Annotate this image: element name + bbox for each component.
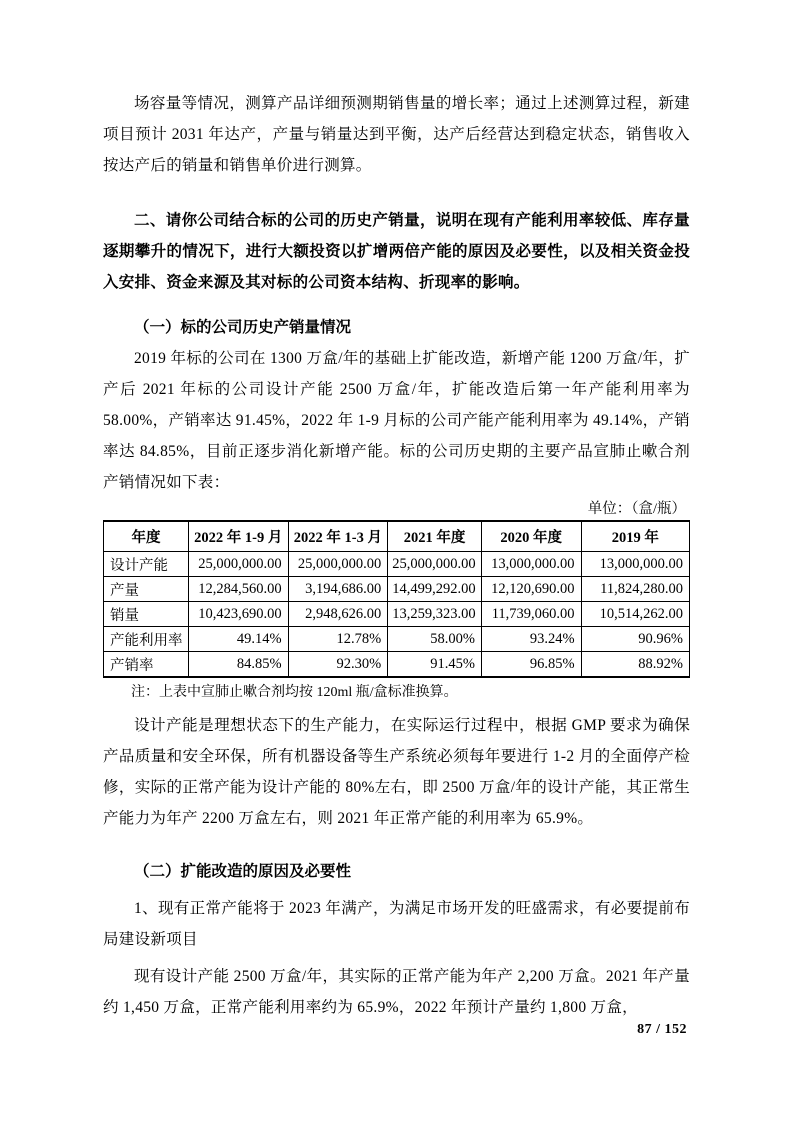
- table-value-cell: 49.14%: [188, 627, 288, 652]
- table-value-cell: 25,000,000.00: [288, 552, 388, 577]
- table-value-cell: 91.45%: [388, 652, 482, 678]
- para-market-capacity: 场容量等情况，测算产品详细预测期销售量的增长率；通过上述测算过程，新建项目预计 2031 年达产，产量与销量达到平衡，达产后经营达到稳定状态，销售收入按达产后的销量和销售单价进行测算。: [103, 95, 690, 174]
- table-value-cell: 84.85%: [188, 652, 288, 678]
- table-row: [104, 627, 690, 652]
- table-value-cell: 25,000,000.00: [188, 552, 288, 577]
- table-value-cell: 13,000,000.00: [481, 552, 581, 577]
- table-label-cell: 设计产能: [104, 552, 189, 577]
- table-header-cell: 年度: [104, 521, 189, 552]
- table-value-cell: 10,423,690.00: [188, 602, 288, 627]
- para-current-capacity: 现有设计产能 2500 万盒/年，其实际的正常产能为年产 2,200 万盒。2021 年产量约 1,450 万盒，正常产能利用率约为 65.9%，2022 年预计产量约 1,800 万盒，: [103, 968, 690, 1016]
- table-header-cell: 2022 年 1-3 月: [288, 521, 388, 552]
- table-label-cell: 产量: [104, 577, 189, 602]
- section-heading-1: （一）标的公司历史产销量情况: [134, 319, 352, 336]
- para-design-capacity-gmp: 设计产能是理想状态下的生产能力，在实际运行过程中，根据 GMP 要求为确保产品质量和安全环保，所有机器设备等生产系统必须每年要进行 1-2 月的全面停产检修，实际的正常产能为设计产能的 80%左右，即 2500 万盒/年的设计产能，其正常生产能力为年产 2200 万盒左右，则 2021 年正常产能的利用率为 65.9%。: [103, 717, 690, 827]
- page-number: 87 / 152: [637, 1022, 687, 1037]
- table-value-cell: 25,000,000.00: [388, 552, 482, 577]
- table-value-cell: 3,194,686.00: [288, 577, 388, 602]
- table-header-cell: 2022 年 1-9 月: [188, 521, 288, 552]
- production-sales-table: [103, 520, 690, 678]
- table-value-cell: 2,948,626.00: [288, 602, 388, 627]
- table-value-cell: 58.00%: [388, 627, 482, 652]
- table-label-cell: 产销率: [104, 652, 189, 678]
- inquiry-question-paragraph: 二、请你公司结合标的公司的历史产销量，说明在现有产能利用率较低、库存量逐期攀升的情况下，进行大额投资以扩增两倍产能的原因及必要性，以及相关资金投入安排、资金来源及其对标的公司资本结构、折现率的影响。: [103, 212, 690, 291]
- table-value-cell: 11,824,280.00: [581, 577, 689, 602]
- table-value-cell: 13,259,323.00: [388, 602, 482, 627]
- table-row: [104, 652, 690, 678]
- table-value-cell: 11,739,060.00: [481, 602, 581, 627]
- table-note: 注：上表中宣肺止嗽合剂均按 120ml 瓶/盒标准换算。: [131, 685, 458, 700]
- table-value-cell: 88.92%: [581, 652, 689, 678]
- table-unit-label: 单位：（盒/瓶）: [587, 501, 686, 517]
- section-heading-2: （二）扩能改造的原因及必要性: [134, 863, 352, 880]
- table-value-cell: 12,284,560.00: [188, 577, 288, 602]
- para-history-production: 2019 年标的公司在 1300 万盒/年的基础上扩能改造，新增产能 1200 万盒/年，扩产后 2021 年标的公司设计产能 2500 万盒/年，扩能改造后第一年产能利用率为 58.00%，产销率达 91.45%，2022 年 1-9 月标的公司产能产能利用率为 49.14%，产销率达 84.85%，目前正逐步消化新增产能。标的公司历史期的主要产品宣肺止嗽合剂产销情况如下表：: [103, 350, 690, 491]
- table-value-cell: 92.30%: [288, 652, 388, 678]
- table-row: [104, 577, 690, 602]
- table-value-cell: 13,000,000.00: [581, 552, 689, 577]
- table-value-cell: 14,499,292.00: [388, 577, 482, 602]
- table-header-cell: 2021 年度: [388, 521, 482, 552]
- table-header-cell: 2019 年: [581, 521, 689, 552]
- table-header-row: [104, 521, 690, 552]
- table-value-cell: 96.85%: [481, 652, 581, 678]
- table-header-cell: 2020 年度: [481, 521, 581, 552]
- table-row: [104, 602, 690, 627]
- table-row: [104, 552, 690, 577]
- subitem-1-heading: 1、现有正常产能将于 2023 年满产，为满足市场开发的旺盛需求，有必要提前布局建设新项目: [103, 900, 690, 948]
- table-value-cell: 12,120,690.00: [481, 577, 581, 602]
- table-value-cell: 10,514,262.00: [581, 602, 689, 627]
- table-label-cell: 销量: [104, 602, 189, 627]
- table-value-cell: 12.78%: [288, 627, 388, 652]
- table-value-cell: 90.96%: [581, 627, 689, 652]
- table-label-cell: 产能利用率: [104, 627, 189, 652]
- table-value-cell: 93.24%: [481, 627, 581, 652]
